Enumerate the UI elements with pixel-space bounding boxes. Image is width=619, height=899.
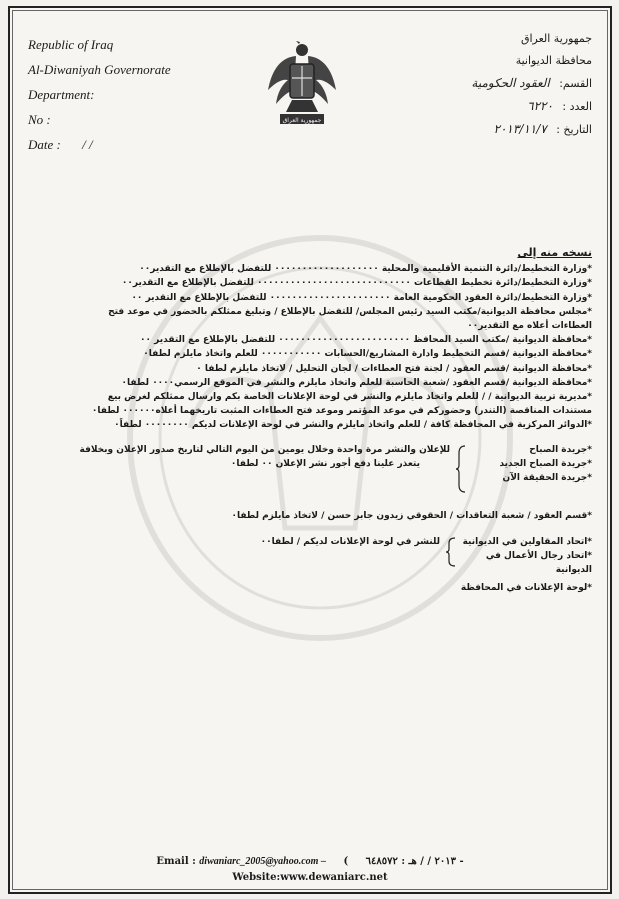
recipient-line: *مديرية تربية الديوانية / / للعلم واتخاذ مايلزم والنشر في لوحة الإعلانات الخاصة بكم وارسال ممثلكم لغرض بيع — [107, 392, 592, 403]
letter-footer — [10, 854, 610, 886]
unions-list — [462, 535, 592, 578]
recipient-line: *مجلس محافظة الديوانية/مكتب السيد رئيس المجلس/ للتفضل بالإطلاع / وتبليغ ممثلكم بالحضور في موعد فتح — [108, 306, 592, 317]
curly-brace-icon — [446, 537, 456, 567]
union-item: *اتحاد المقاولين في الديوانية — [462, 536, 592, 547]
board-line: *لوحة الإعلانات في المحافظة — [460, 582, 592, 593]
letter-page — [8, 6, 612, 894]
number-value-ar: ٦٢٢٠ — [527, 99, 553, 113]
date-slots-en: / / — [82, 137, 93, 152]
date-row-en — [28, 132, 171, 157]
curly-brace-icon — [456, 445, 466, 493]
newspapers-note — [10, 443, 450, 471]
header-english — [28, 32, 171, 157]
department-label-ar: القسم: — [559, 77, 592, 90]
recipient-line: *محافظة الديوانية /مكتب السيد المحافظ ٠٠٠٠٠٠٠٠٠٠٠٠٠٠٠٠٠٠٠٠٠٠٠٠ للتفضل بالإطلاع مع التقدير ٠٠ — [140, 335, 592, 346]
recipient-line: مستندات المناقصة (التندر) وحضوركم في موعد المؤتمر وموعد فتح العطاءات المثبت تاريخهما أعلاه٠٠٠٠٠٠ لطفا٠ — [91, 406, 592, 417]
newspapers-list — [472, 443, 592, 486]
number-row-ar — [471, 95, 592, 118]
header-arabic — [471, 28, 592, 141]
department-value-ar: العقود الحكومية — [471, 76, 550, 90]
recipient-line: *الدوائر المركزية في المحافظة كافة / للعلم واتخاذ مايلزم والنشر في لوحة الإعلانات لديكم ٠٠٠٠٠٠٠٠ لطفاً٠ — [114, 420, 592, 431]
date-row-ar — [471, 118, 592, 141]
number-label-ar: العدد : — [562, 100, 592, 113]
unions-group — [28, 535, 592, 576]
newspaper-item: *جريدة الصباح الجديد — [499, 458, 592, 469]
newspapers-note-line: للإعلان والنشر مرة واحدة وخلال يومين من اليوم التالي لتاريخ صدور الإعلان وبخلافة — [79, 444, 450, 455]
union-item: *اتحاد رجال الأعمال في الديوانية — [485, 551, 592, 576]
footer-email-label: Email : — [156, 856, 196, 867]
emblem-caption: جمهورية العراق — [282, 117, 322, 124]
recipient-line: *محافظة الديوانية /قسم العقود /شعبة الحاسبة للعلم واتخاذ مايلزم والنشر في الموقع الرسمي٠٠٠٠ لطفا٠ — [121, 377, 592, 388]
newspapers-group — [28, 443, 592, 497]
date-label-ar: التاريخ : — [556, 123, 592, 136]
number-label-en: No : — [28, 112, 51, 127]
republic-label-ar: جمهورية العراق — [520, 32, 592, 45]
footer-phone: هـ : ٦٤٨٥٧٢ - — [365, 856, 464, 867]
footer-email: diwaniarc_2005@yahoo.com – — [199, 856, 326, 867]
footer-year: ( ٢٠١٣ / / — [343, 856, 456, 867]
footer-contact-row — [10, 854, 610, 870]
governorate-label: Al-Diwaniyah Governorate — [28, 62, 171, 77]
recipient-line: *محافظة الديوانية /قسم العقود / لجنة فتح العطاءات / لجان التحليل / لاتخاذ مايلزم لطفا ٠ — [196, 363, 592, 374]
recipient-line: *وزارة التخطيط/دائرة تخطيط القطاعات ٠٠٠٠٠٠٠٠٠٠٠٠٠٠٠٠٠٠٠٠٠٠٠٠٠٠٠٠ للتفضل بالإطلاع مع التقدير٠٠ — [121, 278, 592, 289]
republic-label: Republic of Iraq — [28, 37, 114, 52]
footer-website: Website:www.dewaniarc.net — [232, 872, 388, 883]
unions-note: للنشر في لوحة الإعلانات لديكم / لطفا٠٠ — [260, 536, 440, 547]
newspaper-item: *جريدة الحقيقة الآن — [502, 473, 592, 484]
governorate-label-ar: محافظة الديوانية — [515, 54, 592, 67]
recipient-line: العطاءات أعلاه مع التقدير٠٠ — [467, 321, 592, 332]
recipient-line: *وزارة التخطيط/دائرة العقود الحكومية العامة ٠٠٠٠٠٠٠٠٠٠٠٠٠٠٠٠٠٠٠٠٠٠ للتفضل بالإطلاع مع التقدير ٠٠ — [131, 292, 592, 303]
date-value-ar: ٢٠١٣/١١/٧ — [493, 122, 547, 136]
newspaper-item: *جريدة الصباح — [529, 444, 592, 455]
date-label-en: Date : — [28, 137, 61, 152]
department-label-en: Department: — [28, 87, 95, 102]
contracts-line: *قسم العقود / شعبة التعاقدات / الحقوقي زيدون جابر حسن / لاتخاذ مايلزم لطفا٠ — [231, 510, 592, 521]
letter-body — [28, 246, 592, 595]
department-row-ar — [471, 72, 592, 95]
iraq-eagle-emblem-icon — [266, 38, 338, 130]
copy-to-title: نسخه منه إلى — [517, 246, 592, 259]
newspapers-note-line: يتعذر علينا دفع أجور نشر الإعلان ٠٠ لطفا٠ — [230, 458, 420, 469]
recipient-line: *وزارة التخطيط/دائرة التنمية الأقليمية والمحلية ٠٠٠٠٠٠٠٠٠٠٠٠٠٠٠٠٠٠٠ للتفضل بالإطلاع مع التقدير٠٠ — [139, 264, 592, 275]
recipient-line: *محافظة الديوانية /قسم التخطيط وادارة المشاريع/الحسابات ٠٠٠٠٠٠٠٠٠٠٠ للعلم واتخاذ مايلزم لطفا٠ — [143, 349, 592, 360]
